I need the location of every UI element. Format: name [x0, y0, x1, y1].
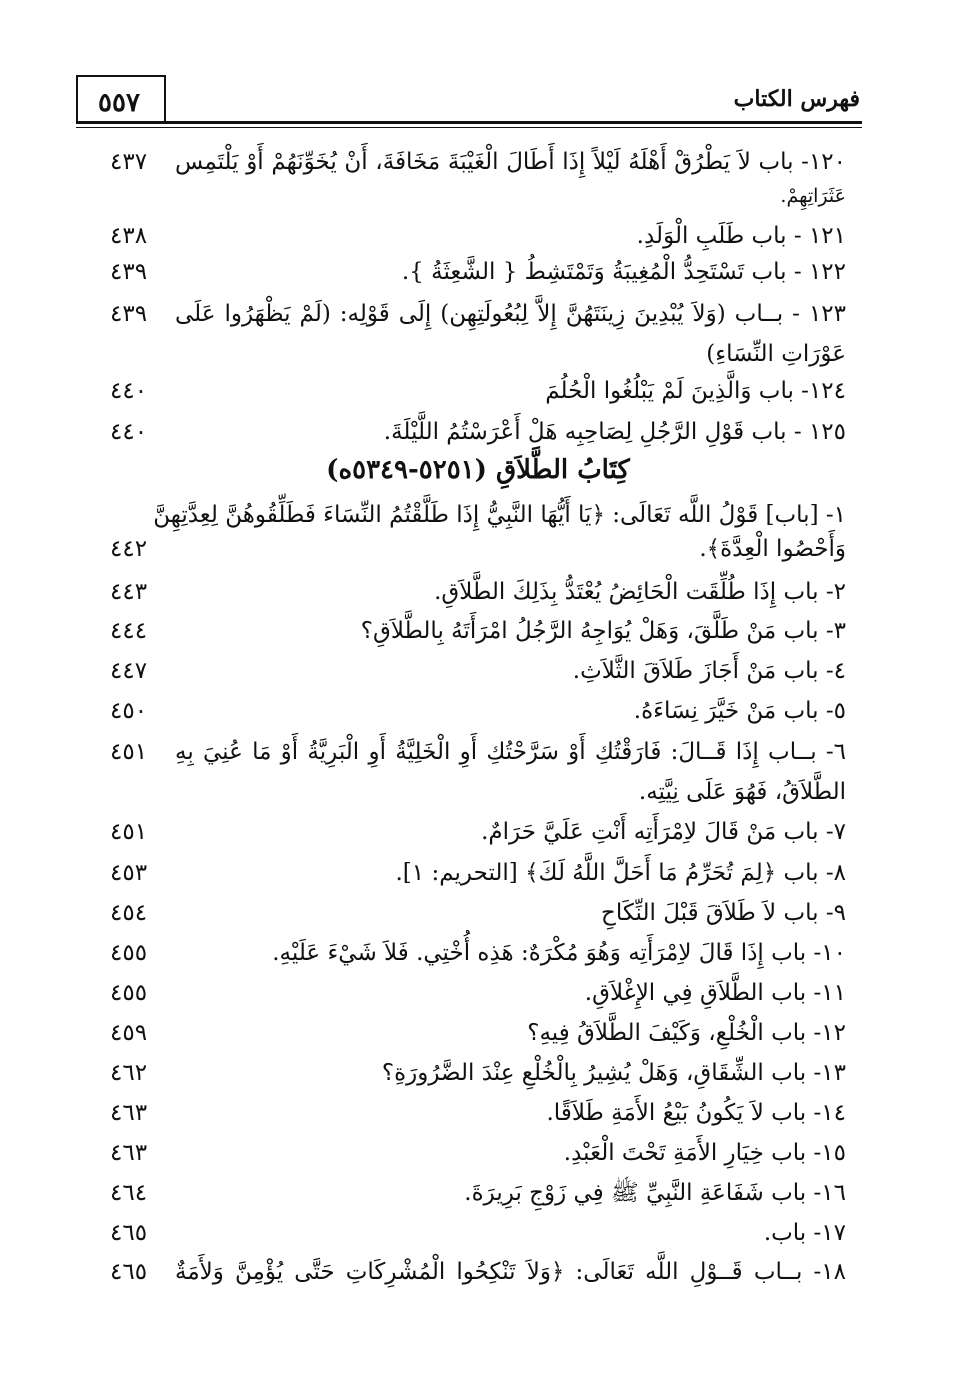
entry-page: ٤٣٧	[110, 149, 148, 175]
page-number: ٥٥٧	[98, 88, 140, 118]
entry-page: ٤٦٣	[110, 1140, 148, 1166]
index-entry	[0, 499, 956, 535]
index-entry	[0, 375, 956, 411]
entry-text: عَثَرَاتِهِمْ.	[780, 185, 846, 207]
index-entry	[0, 1217, 956, 1253]
entry-page: ٤٤٠	[110, 419, 148, 445]
index-entry	[0, 776, 956, 812]
index-entry	[0, 937, 956, 973]
entry-text: ٨- باب ﴿لِمَ تُحَرِّمُ مَا أَحَلَّ اللَّهُ لَكَ﴾ [التحريم: ١].	[395, 860, 846, 886]
index-entry	[0, 897, 956, 933]
entry-text: ١١- باب الطَّلاَقِ فِي الإِغْلاَقِ.	[584, 980, 846, 1006]
entry-page: ٤٦٥	[110, 1259, 148, 1285]
entry-page: ٤٣٩	[110, 301, 148, 327]
index-entry	[0, 655, 956, 691]
index-entry	[0, 533, 956, 569]
index-entry	[0, 695, 956, 731]
entry-page: ٤٦٢	[110, 1060, 148, 1086]
index-entry	[0, 1017, 956, 1053]
entry-text: ٣- باب مَنْ طَلَّقَ، وَهَلْ يُوَاجِهُ الرَّجُلُ امْرَأَتَهُ بِالطَّلاَقِ؟	[360, 618, 846, 644]
entry-page: ٤٤٧	[110, 658, 148, 684]
index-entry	[0, 220, 956, 256]
index-entry	[0, 1256, 956, 1292]
index-entry	[0, 256, 956, 292]
entry-page: ٤٤٣	[110, 579, 148, 605]
entry-page: ٤٥١	[110, 819, 148, 845]
index-entry	[0, 180, 956, 216]
index-entry	[0, 338, 956, 374]
index-entry	[0, 977, 956, 1013]
entry-page: ٤٥٤	[110, 900, 148, 926]
entry-text: ١٢٥ - باب قَوْلِ الرَّجُلِ لِصَاحِبِه هَلْ أَعْرَسْتُمُ اللَّيْلَةَ.	[383, 419, 846, 445]
index-entry	[0, 146, 956, 182]
entry-text: ١٨- بــاب قَــوْلِ اللَّه تَعَالَى: ﴿وَلاَ تَنْكِحُوا الْمُشْرِكَاتِ حَتَّى يُؤْمِنَّ وَلأَمَةٌ	[175, 1259, 846, 1285]
entry-text: ١٤- باب لاَ يَكُونُ بَيْعُ الأَمَةِ طَلاَقًا.	[546, 1100, 846, 1126]
entry-page: ٤٦٥	[110, 1220, 148, 1246]
entry-page: ٤٦٣	[110, 1100, 148, 1126]
index-entry	[0, 416, 956, 452]
entry-page: ٤٥١	[110, 739, 148, 765]
entry-text: الطَّلاَقُ، فَهُوَ عَلَى نِيَّتِه.	[638, 779, 846, 805]
entry-text: عَوْرَاتِ النِّسَاءِ)	[706, 341, 846, 367]
entry-page: ٤٥٠	[110, 698, 148, 724]
index-entry	[0, 1057, 956, 1093]
entry-text: ٧- باب مَنْ قَالَ لاِمْرَأَتِه أَنْتِ عَلَيَّ حَرَامٌ.	[481, 819, 846, 845]
entry-text: ١٢٤- باب وَالَّذِينَ لَمْ يَبْلُغُوا الْحُلُمَ	[545, 378, 846, 404]
header-rule-thin	[76, 127, 862, 128]
entry-page: ٤٦٤	[110, 1180, 148, 1206]
entry-text: ١- [باب] قَوْلُ اللَّه تَعَالَى: ﴿يَا أَيُّهَا النَّبِيُّ إِذَا طَلَّقْتُمُ النِّسَاءَ فَطَلِّقُوهُنَّ لِعِدَّتِهِنَّ	[153, 502, 846, 528]
entry-text: ٢- باب إِذَا طُلِّقَت الْحَائِضُ يُعْتَدُّ بِذَلِكَ الطَّلاَقِ.	[434, 579, 846, 605]
index-entry	[0, 1177, 956, 1213]
entry-page: ٤٤٤	[110, 618, 148, 644]
entry-page: ٤٣٨	[110, 223, 148, 249]
index-entry	[0, 576, 956, 612]
entry-page: ٤٥٣	[110, 860, 148, 886]
header-rule-thick	[76, 121, 862, 124]
entry-page: ٤٥٥	[110, 940, 148, 966]
index-entry	[0, 857, 956, 893]
section-heading: كِتَابُ الطَّلاَقِ (٥٢٥١-٥٣٤٩ه)	[326, 455, 630, 485]
entry-page: ٤٥٥	[110, 980, 148, 1006]
entry-text: وَأَحْصُوا الْعِدَّةَ﴾.	[699, 536, 846, 562]
entry-text: ١٢٠- باب لاَ يَطْرُقْ أَهْلَهُ لَيْلاً إِذَا أَطَالَ الْغَيْبَةَ مَخَافَةَ، أَنْ يُخَوِّنَهُمْ أَوْ يَلْتَمِس	[175, 149, 846, 175]
entry-text: ١٠- باب إِذَا قَالَ لاِمْرَأَتِه وَهُوَ مُكْرَهٌ: هَذِه أُخْتِي. فَلاَ شَيْءَ عَلَيْهِ.	[272, 940, 846, 966]
index-entry	[0, 298, 956, 334]
entry-text: ٦- بــاب إِذَا قَــالَ: فَارَقْتُكِ أَوْ سَرَّحْتُكِ أَوِ الْخَلِيَّةُ أَوِ الْبَرِيَّةُ أَوْ مَا عُنِيَ بِهِ	[175, 739, 846, 765]
index-entry	[0, 816, 956, 852]
entry-text: ١٢- باب الْخُلْعِ، وَكَيْفَ الطَّلاَقُ فِيهِ؟	[527, 1020, 846, 1046]
entry-text: ١٢٣ - بــاب (وَلاَ يُبْدِينَ زِينَتَهُنَّ إِلاَّ لِبُعُولَتِهِن) إِلَى قَوْلِه: (لَمْ يَظْهَرُوا عَلَى	[175, 301, 846, 327]
index-entry	[0, 1097, 956, 1133]
index-entry	[0, 1137, 956, 1173]
index-entry	[0, 736, 956, 772]
entry-text: ١٧- باب.	[763, 1220, 846, 1246]
entry-text: ١٣- باب الشِّقَاقِ، وَهَلْ يُشِيرُ بِالْخُلْعِ عِنْدَ الضَّرُورَةِ؟	[381, 1060, 846, 1086]
entry-page: ٤٥٩	[110, 1020, 148, 1046]
index-entry	[0, 615, 956, 651]
entry-page: ٤٤٠	[110, 378, 148, 404]
entry-text: ٩- باب لاَ طَلاَقَ قَبْلَ النِّكَاحِ	[601, 900, 846, 926]
entry-text: ١٥- باب خِيَارِ الأَمَةِ تَحْتَ الْعَبْدِ.	[563, 1140, 846, 1166]
entry-text: ٥- باب مَنْ خَيَّرَ نِسَاءَهُ.	[633, 698, 846, 724]
running-title: فهرس الكتاب	[733, 86, 860, 112]
entry-page: ٤٣٩	[110, 259, 148, 285]
entry-page: ٤٤٢	[110, 536, 148, 562]
entry-text: ١٢٢ - باب تَسْتَحِدُّ الْمُغِيبَةُ وَتَمْتَشِطُ { الشَّعِثَةُ }.	[401, 259, 846, 285]
entry-text: ١٢١ - باب طَلَبِ الْوَلَدِ.	[636, 223, 846, 249]
entry-text: ٤- باب مَنْ أَجَازَ طَلاَقَ الثَّلاَثِ.	[572, 658, 846, 684]
entry-text: ١٦- باب شَفَاعَةِ النَّبِيِّ ﷺ فِي زَوْجِ بَرِيرَةَ.	[464, 1180, 846, 1206]
